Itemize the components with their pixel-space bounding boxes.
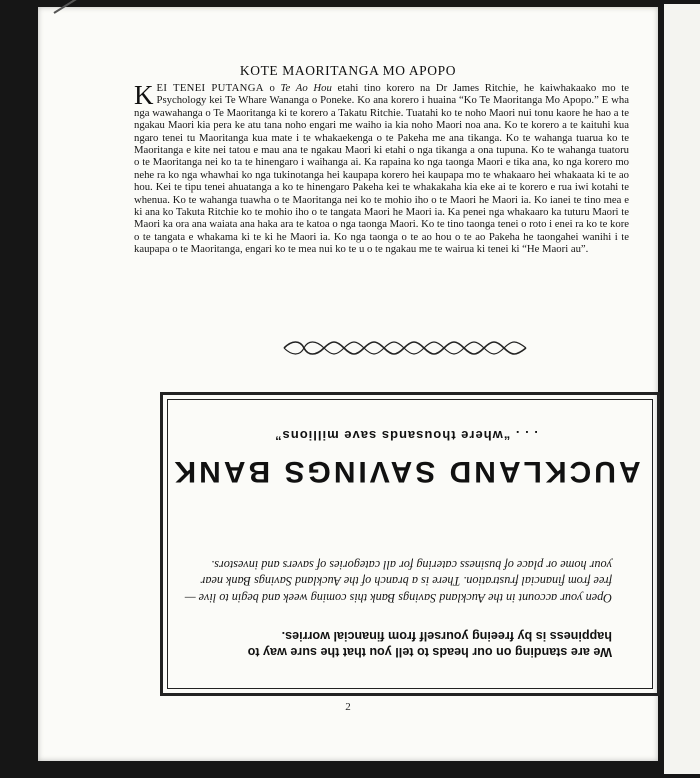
article-lead-connector: o — [263, 82, 281, 94]
publication-name: Te Ao Hou — [280, 82, 332, 94]
drop-cap: K — [134, 80, 154, 110]
advertisement-inner-border — [167, 399, 653, 689]
page-number: 2 — [345, 701, 351, 713]
article-title: KOTE MAORITANGA MO APOPO — [239, 63, 457, 78]
bank-slogan: . . . “where thousands save millions” — [274, 428, 538, 443]
ornament-divider-icon — [280, 339, 530, 357]
article-lead-in: EI TENEI PUTANGA — [156, 82, 264, 94]
magazine-page — [38, 7, 658, 761]
ad-body: Open your account in the Auckland Savings Bank this coming week and begin to live — free from financial frustration. There is a branch of the Auckland Savings Bank near your home or place of business catering for all categories of savers and investors. — [184, 558, 612, 605]
ad-headline: We are standing on our heads to tell you that the sure way to happiness is by freeing yourself from financial worries. — [247, 629, 612, 659]
bank-name: AUCKLAND SAVINGS BANK — [171, 455, 641, 488]
article-body — [134, 82, 629, 256]
advertisement-box — [160, 392, 660, 696]
advertisement-upside-down — [168, 400, 652, 688]
article-text: etahi tino korero na Dr James Ritchie, he kaiwhakaako mo te Psychology kei Te Whare Wananga o Poneke. Ko ana korero i huaina “Ko Te Maoritanga Mo Apopo.” E wha nga wawahanga o Te Maoritanga ki te korero a Takatu Ritchie. Tuatahi ko te noho Maori nui tonu kaore he hao a te ngakau Maori kia pera ke atu tana noho engari me waiho ia kia noho Maori noa ana. Ko te korero a te kaituhi kua ngaro tenei tu Maoritanga kua mate i te whakaekenga o te Pakeha me ana tikanga. Ko te wahanga tuarua ko te Maoritanga e kite nei tatou e mau ana te ngakau Maori ki etahi o nga tikanga a ona tupuna. Ko te wahanga tuatoru o te Maoritanga nei ko ta te hinengaro i waihanga ai. Ka rapaina ko nga taonga Maori e tika ana, ko nga korero mo nehe ra ko nga whawhai ko nga tukinotanga hei kaupapa korero hei kaupapa mo te whakaaro hei whakaata ki te ao hou. Kei te tipu tenei ahuatanga a ko te hinengaro Pakeha kei te whakakaha kia eke ai te korero e rua iwi kotahi te whenua. Ko te wahanga tuawha o te Maoritanga nei ko te mohio iho o te Maori he Maori ia. Ko ianei te tino mea e ki ana ko Takuta Ritchie ko te mohio iho o te tangata Maori he Maori ia. Ka penei nga whakaaro ka tuturu Maori te Maori ka ora ana waiata ana haka ara te katoa o nga taonga Maori. Ko te tino taonga tenei o roto i enei ra ko te kore o te tangata e whakama ki te ki he Maori ia. Ko nga taonga o te ao hou o te ao Pakeha he taongahei wanihi i te kaupapa o te Maoritanga, engari ko te mea nui ko te u o te ngakau me te wairua ki tenei ki “He Maori au”. — [134, 82, 630, 256]
adjacent-page-edge — [664, 4, 700, 774]
